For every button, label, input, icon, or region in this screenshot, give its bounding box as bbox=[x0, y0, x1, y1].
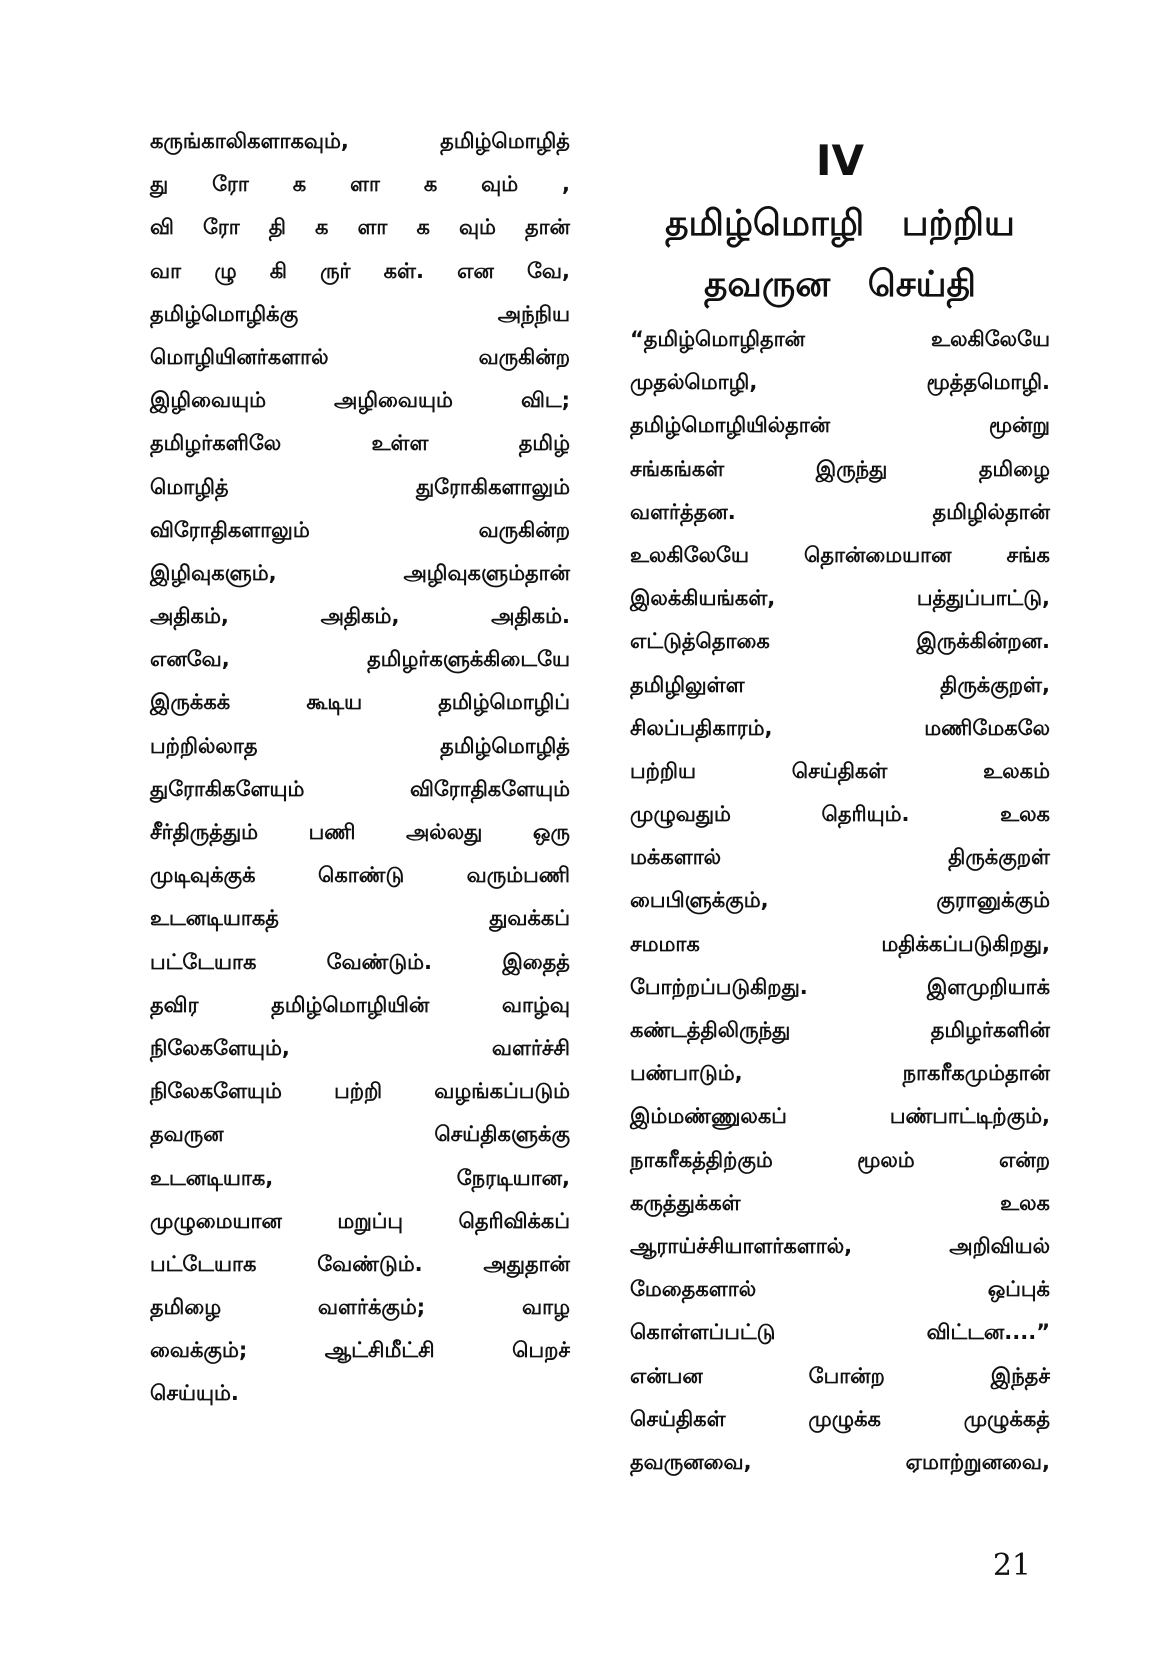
word: முழுக்க bbox=[808, 1406, 881, 1431]
text-line bbox=[150, 1157, 570, 1200]
word: வே, bbox=[526, 258, 570, 283]
word: வழங்கப்படும் bbox=[434, 1079, 570, 1104]
text-line bbox=[150, 595, 570, 638]
word: கருங்காலிகளாகவும், bbox=[150, 129, 349, 153]
left-text-column bbox=[150, 120, 570, 1416]
word: ருர் bbox=[320, 258, 351, 283]
text-line bbox=[150, 379, 570, 422]
text-line bbox=[630, 1139, 1050, 1182]
word: அதிகம். bbox=[491, 604, 570, 629]
word: மொழியினர்களால் bbox=[150, 344, 329, 369]
word: இளமுறியாக் bbox=[926, 974, 1050, 999]
word: என bbox=[457, 258, 494, 283]
word: கூடிய bbox=[306, 690, 363, 715]
word: தமிழர்களிலே bbox=[150, 431, 282, 456]
word: “தமிழ்மொழிதான் bbox=[630, 327, 805, 351]
text-line bbox=[630, 1009, 1050, 1052]
word: தமிழை bbox=[150, 1295, 222, 1320]
word: இந்தச் bbox=[990, 1363, 1050, 1388]
text-line bbox=[630, 793, 1050, 836]
word: நாகரீகத்திற்கும் bbox=[630, 1147, 773, 1172]
text-line bbox=[150, 336, 570, 379]
word: செய்யும். bbox=[150, 1381, 239, 1406]
word: து bbox=[150, 172, 169, 197]
word: துரோகிகளேயும் bbox=[150, 776, 305, 801]
text-line bbox=[150, 509, 570, 552]
text-line bbox=[630, 707, 1050, 750]
text-line bbox=[150, 984, 570, 1027]
text-line bbox=[150, 811, 570, 854]
word: உலகிலேயே bbox=[630, 542, 749, 567]
word: தமிழில்தான் bbox=[932, 499, 1050, 524]
text-line bbox=[150, 1113, 570, 1156]
word: மக்களால் bbox=[630, 845, 722, 870]
word: கி bbox=[269, 258, 287, 283]
word: மூலம் bbox=[857, 1147, 915, 1172]
word: துவக்கப் bbox=[489, 906, 570, 931]
word: கொள்ளப்பட்டு bbox=[630, 1320, 776, 1345]
word: பட்டேயாக bbox=[150, 949, 257, 974]
text-line bbox=[150, 1027, 570, 1070]
word: வி bbox=[150, 215, 174, 240]
word: தி bbox=[268, 215, 286, 240]
word: சீர்திருத்தும் bbox=[150, 820, 259, 844]
word: முழுக்கத் bbox=[963, 1406, 1050, 1431]
text-line bbox=[150, 293, 570, 336]
text-line bbox=[630, 1225, 1050, 1268]
word: செய்திகள் bbox=[630, 1406, 726, 1431]
word: அழிவையும் bbox=[334, 388, 453, 413]
page-number: 21 bbox=[992, 1548, 1031, 1583]
word: பணி bbox=[308, 820, 356, 844]
word: வளர்த்தன. bbox=[630, 499, 736, 524]
word: திருக்குறள், bbox=[940, 672, 1050, 697]
word: சங்கங்கள் bbox=[630, 456, 725, 481]
word: ஒப்புக் bbox=[987, 1277, 1050, 1302]
text-line bbox=[630, 577, 1050, 620]
text-line bbox=[150, 206, 570, 249]
word: பண்பாடும், bbox=[630, 1061, 743, 1086]
word: உடனடியாக, bbox=[150, 1165, 274, 1190]
text-line bbox=[630, 750, 1050, 793]
word: திருக்குறள் bbox=[948, 845, 1050, 870]
text-line bbox=[150, 1200, 570, 1243]
word: மணிமேகலே bbox=[924, 715, 1050, 740]
text-line bbox=[630, 1095, 1050, 1138]
word: அதுதான் bbox=[483, 1251, 570, 1276]
word: வைக்கும்; bbox=[150, 1338, 248, 1363]
word: மூத்தமொழி. bbox=[926, 370, 1050, 395]
text-line bbox=[630, 879, 1050, 922]
word: போற்றப்படுகிறது. bbox=[630, 974, 808, 999]
word: ரோ bbox=[202, 215, 240, 240]
text-line bbox=[150, 897, 570, 940]
word: உலகம் bbox=[983, 758, 1050, 783]
text-line bbox=[630, 1182, 1050, 1225]
word: இலக்கியங்கள், bbox=[630, 586, 776, 611]
word: தான் bbox=[524, 215, 570, 240]
word: தமிழ்மொழியில்தான் bbox=[630, 413, 831, 438]
word: க bbox=[292, 172, 307, 197]
word: தவருன bbox=[150, 1122, 224, 1147]
text-line bbox=[630, 620, 1050, 663]
word: அந்நிய bbox=[497, 301, 570, 326]
word: தொன்மையான bbox=[804, 542, 952, 567]
word: அழிவுகளும்தான் bbox=[403, 560, 570, 585]
text-line bbox=[150, 1286, 570, 1329]
word: க bbox=[315, 215, 329, 240]
chapter-title-line1: தமிழ்மொழி பற்றிய bbox=[665, 203, 1015, 244]
word: , bbox=[562, 172, 570, 197]
text-line bbox=[630, 491, 1050, 534]
word: விட; bbox=[520, 388, 570, 413]
word: கள். bbox=[383, 258, 424, 283]
word: விரோதிகளாலும் bbox=[150, 517, 310, 542]
text-line bbox=[630, 448, 1050, 491]
text-line bbox=[630, 534, 1050, 577]
word: க bbox=[416, 215, 430, 240]
word: தமிழை bbox=[978, 456, 1050, 481]
word: முழுமையான bbox=[150, 1208, 282, 1233]
word: ஏமாற்றுனவை, bbox=[905, 1449, 1050, 1474]
word: அதிகம், bbox=[320, 604, 400, 629]
word: சமமாக bbox=[630, 931, 700, 956]
word: பற்றிய bbox=[630, 758, 696, 783]
text-line bbox=[150, 552, 570, 595]
text-line bbox=[150, 725, 570, 768]
word: முழுவதும் bbox=[630, 802, 731, 827]
word: பண்பாட்டிற்கும், bbox=[889, 1104, 1050, 1129]
word: இழிவுகளும், bbox=[150, 560, 277, 585]
word: தமிழ்மொழியின் bbox=[271, 992, 430, 1017]
word: ழு bbox=[214, 258, 237, 283]
text-line bbox=[150, 681, 570, 724]
word: என்ற bbox=[998, 1147, 1050, 1172]
word: அல்லது bbox=[405, 820, 483, 844]
text-line bbox=[150, 1329, 570, 1372]
text-line bbox=[630, 966, 1050, 1009]
word: ஆட்சிமீட்சி bbox=[324, 1338, 435, 1363]
word: உடனடியாகத் bbox=[150, 906, 279, 931]
word: எனவே, bbox=[150, 647, 230, 672]
text-line bbox=[630, 923, 1050, 966]
word: ரோ bbox=[212, 172, 249, 197]
word: இழிவையும் bbox=[150, 388, 266, 413]
word: கொண்டு bbox=[318, 863, 405, 888]
word: மறுப்பு bbox=[337, 1208, 404, 1233]
word: உள்ள bbox=[371, 431, 429, 456]
word: போன்ற bbox=[808, 1363, 885, 1388]
word: செய்திகளுக்கு bbox=[434, 1122, 570, 1147]
word: தெரிவிக்கப் bbox=[458, 1208, 570, 1233]
word: தமிழர்களுக்கிடையே bbox=[367, 647, 570, 672]
text-line bbox=[150, 120, 570, 163]
right-body-text bbox=[630, 318, 1050, 1484]
word: ளா bbox=[357, 215, 388, 240]
text-line bbox=[630, 1052, 1050, 1095]
text-line bbox=[150, 250, 570, 293]
text-line bbox=[150, 638, 570, 681]
word: வருகின்ற bbox=[478, 517, 570, 542]
word: இருந்து bbox=[815, 456, 888, 481]
word: கண்டத்திலிருந்து bbox=[630, 1018, 791, 1042]
word: வரும்பணி bbox=[466, 863, 570, 888]
word: தமிழ்மொழித் bbox=[440, 129, 570, 153]
word: எட்டுத்தொகை bbox=[630, 629, 770, 654]
word: ளா bbox=[350, 172, 380, 197]
word: இம்மண்ணுலகப் bbox=[630, 1104, 787, 1129]
word: நாகரீகமும்தான் bbox=[902, 1061, 1050, 1086]
word: தவிர bbox=[150, 992, 199, 1017]
word: வருகின்ற bbox=[478, 344, 570, 369]
word: வும் bbox=[458, 215, 496, 240]
word: வும் bbox=[481, 172, 519, 197]
word: மொழித் bbox=[150, 474, 229, 499]
word: விரோதிகளேயும் bbox=[409, 776, 570, 801]
word: தெரியும். bbox=[821, 802, 910, 827]
word: வளர்ச்சி bbox=[491, 1035, 570, 1060]
word: அதிகம், bbox=[150, 604, 229, 629]
word: வளர்க்கும்; bbox=[317, 1295, 426, 1320]
word: உலகிலேயே bbox=[931, 327, 1050, 351]
word: தமிழ்மொழித் bbox=[440, 733, 570, 758]
word: வேண்டும். bbox=[317, 1251, 423, 1276]
text-line bbox=[630, 664, 1050, 707]
word: ஒரு bbox=[532, 820, 570, 844]
word: சிலப்பதிகாரம், bbox=[630, 715, 773, 740]
word: தமிழ்மொழிக்கு bbox=[150, 301, 299, 326]
word: உலக bbox=[1000, 802, 1050, 827]
word: பெறச் bbox=[512, 1338, 570, 1363]
text-line bbox=[150, 1372, 570, 1415]
word: வா bbox=[150, 258, 182, 283]
word: தவருனவை, bbox=[630, 1449, 752, 1474]
text-line bbox=[630, 1268, 1050, 1311]
word: சங்க bbox=[1006, 542, 1050, 567]
word: செய்திகள் bbox=[791, 758, 888, 783]
word: தமிழிலுள்ள bbox=[630, 672, 745, 697]
word: விட்டன....” bbox=[926, 1320, 1050, 1345]
right-text-column bbox=[630, 120, 1050, 1484]
text-line bbox=[150, 163, 570, 206]
word: முதல்மொழி, bbox=[630, 370, 758, 395]
word: தமிழ் bbox=[518, 431, 570, 456]
word: வாழ்வு bbox=[501, 992, 570, 1017]
text-line bbox=[630, 1441, 1050, 1484]
text-line bbox=[150, 768, 570, 811]
word: இருக்கக் bbox=[150, 690, 231, 715]
word: வேண்டும். bbox=[326, 949, 433, 974]
text-line bbox=[150, 422, 570, 465]
word: என்பன bbox=[630, 1363, 703, 1388]
word: பைபிளுக்கும், bbox=[630, 888, 769, 913]
word: வாழ bbox=[522, 1295, 570, 1320]
word: உலக bbox=[1000, 1190, 1050, 1215]
word: நிலேகளேயும், bbox=[150, 1035, 290, 1060]
word: ஆராய்ச்சியாளர்களால், bbox=[630, 1233, 853, 1258]
text-line bbox=[630, 1355, 1050, 1398]
word: தமிழர்களின் bbox=[930, 1018, 1050, 1042]
text-line bbox=[150, 941, 570, 984]
word: நிலேகளேயும் bbox=[150, 1079, 282, 1104]
word: பட்டேயாக bbox=[150, 1251, 257, 1276]
word: துரோகிகளாலும் bbox=[415, 474, 570, 499]
word: குரானுக்கும் bbox=[936, 888, 1050, 913]
word: பற்றி bbox=[334, 1079, 383, 1104]
word: பற்றில்லாத bbox=[150, 733, 258, 758]
chapter-number: IV bbox=[815, 136, 865, 185]
text-line bbox=[150, 1243, 570, 1286]
text-line bbox=[630, 361, 1050, 404]
text-line bbox=[150, 466, 570, 509]
word: இருக்கின்றன. bbox=[916, 629, 1050, 654]
word: கருத்துக்கள் bbox=[630, 1190, 741, 1215]
word: நேரடியான, bbox=[456, 1165, 570, 1190]
text-line bbox=[630, 404, 1050, 447]
word: மதிக்கப்படுகிறது, bbox=[881, 931, 1050, 956]
word: மேதைகளால் bbox=[630, 1277, 757, 1302]
text-line bbox=[630, 836, 1050, 879]
text-line bbox=[630, 318, 1050, 361]
text-line bbox=[150, 854, 570, 897]
word: பத்துப்பாட்டு, bbox=[916, 586, 1050, 611]
word: முடிவுக்குக் bbox=[150, 863, 256, 888]
word: மூன்று bbox=[988, 413, 1050, 438]
text-line bbox=[630, 1398, 1050, 1441]
chapter-title-line2: தவருன செய்தி bbox=[703, 264, 977, 305]
text-line bbox=[150, 1070, 570, 1113]
word: இதைத் bbox=[502, 949, 570, 974]
word: தமிழ்மொழிப் bbox=[438, 690, 570, 715]
word: க bbox=[423, 172, 438, 197]
word: அறிவியல் bbox=[949, 1233, 1050, 1258]
text-line bbox=[630, 1311, 1050, 1354]
